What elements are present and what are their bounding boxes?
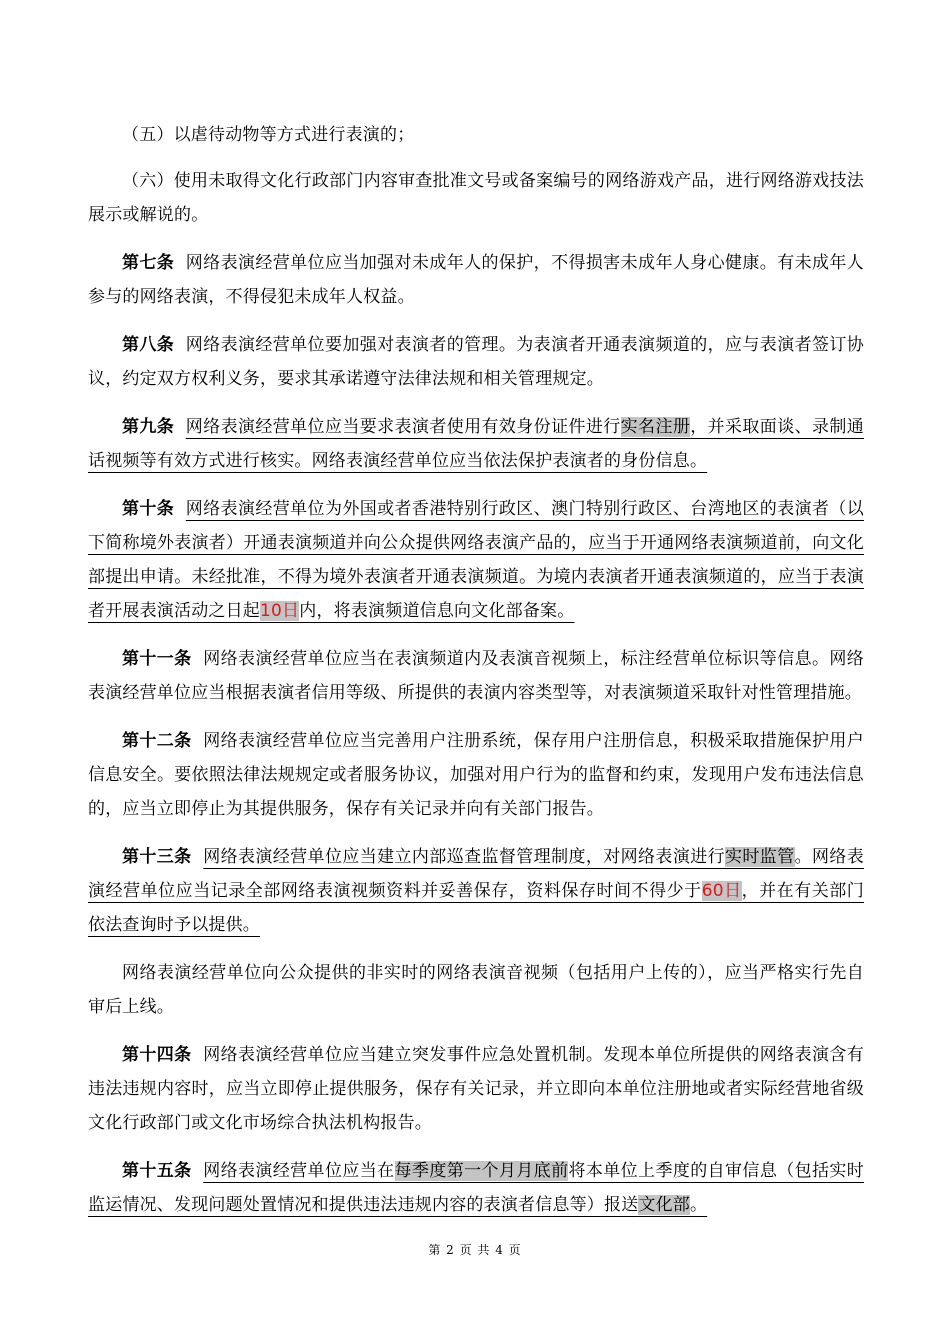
article-13-text-1: 网络表演经营单位应当建立内部巡查监督管理制度，对网络表演进行 bbox=[203, 847, 726, 867]
article-11-label: 第十一条 bbox=[122, 649, 192, 669]
article-10-label: 第十条 bbox=[122, 499, 175, 519]
article-13-body bbox=[88, 847, 864, 935]
highlight-real-time: 实时监管 bbox=[725, 847, 795, 867]
article-9-text-1: 网络表演经营单位应当要求表演者使用有效身份证件进行 bbox=[185, 417, 621, 437]
article-13-text-3: ，并在有关部门依法查询时予以提供。 bbox=[88, 881, 865, 935]
highlight-10-days bbox=[260, 601, 299, 621]
article-13-paragraph-2: 网络表演经营单位向公众提供的非实时的网络表演音视频（包括用户上传的），应当严格实行先自审后上线。 bbox=[88, 963, 864, 1017]
article-10 bbox=[88, 492, 864, 628]
article-10-text-1: 网络表演经营单位为外国或者香港特别行政区、澳门特别行政区、台湾地区的表演者（以下简称境外表演者）开通表演频道并向公众提供网络表演产品的，应当于开通网络表演频道前，向文化部提出申请。未经批准，不得为境外表演者开通表演频道。为境内表演者开通表演频道的，应当于表演者开展表演活动之日起 bbox=[88, 499, 864, 621]
article-9-body bbox=[88, 417, 864, 471]
article-15-text-1: 网络表演经营单位应当在 bbox=[203, 1161, 395, 1181]
article-14-label: 第十四条 bbox=[122, 1045, 192, 1065]
article-12 bbox=[88, 724, 864, 826]
retention-number: 60 bbox=[701, 881, 724, 901]
article-10-text-2: 内，将表演频道信息向文化部备案。 bbox=[299, 601, 575, 621]
article-8-text: 网络表演经营单位要加强对表演者的管理。为表演者开通表演频道的，应与表演者签订协议，约定双方权利义务，要求其承诺遵守法律法规和相关管理规定。 bbox=[88, 335, 864, 389]
clause-6: （六）使用未取得文化行政部门内容审查批准文号或备案编号的网络游戏产品，进行网络游戏技法展示或解说的。 bbox=[88, 171, 864, 225]
article-8-label: 第八条 bbox=[122, 335, 175, 355]
document-body bbox=[88, 118, 864, 1236]
days-number: 10 bbox=[260, 601, 283, 621]
article-11-text: 网络表演经营单位应当在表演频道内及表演音视频上，标注经营单位标识等信息。网络表演经营单位应当根据表演者信用等级、所提供的表演内容类型等，对表演频道采取针对性管理措施。 bbox=[88, 649, 864, 703]
highlight-ministry: 文化部 bbox=[638, 1195, 691, 1215]
article-15 bbox=[88, 1154, 864, 1222]
highlight-60-days bbox=[702, 881, 742, 901]
article-15-text-2: 将本单位上季度的自审信息（包括实时监运情况、发现问题处置情况和提供违法违规内容的表演者信息等）报送 bbox=[88, 1161, 864, 1215]
highlight-quarter-deadline: 每季度第一个月月底前 bbox=[394, 1161, 569, 1181]
article-7 bbox=[88, 246, 864, 314]
article-9 bbox=[88, 410, 864, 478]
retention-unit: 日 bbox=[723, 881, 742, 901]
article-13-label: 第十三条 bbox=[122, 847, 192, 867]
article-15-text-3: 。 bbox=[690, 1195, 708, 1215]
article-7-label: 第七条 bbox=[122, 253, 175, 273]
article-14 bbox=[88, 1038, 864, 1140]
article-15-label: 第十五条 bbox=[122, 1161, 192, 1181]
page-footer: 第 2 页 共 4 页 bbox=[428, 1243, 522, 1257]
article-12-text: 网络表演经营单位应当完善用户注册系统，保存用户注册信息，积极采取措施保护用户信息安全。要依照法律法规规定或者服务协议，加强对用户行为的监督和约束，发现用户发布违法信息的，应当立即停止为其提供服务，保存有关记录并向有关部门报告。 bbox=[88, 731, 864, 819]
article-9-text-2: ，并采取面谈、录制通话视频等有效方式进行核实。网络表演经营单位应当依法保护表演者的身份信息。 bbox=[88, 417, 864, 471]
article-11 bbox=[88, 642, 864, 710]
article-9-label: 第九条 bbox=[122, 417, 175, 437]
days-unit: 日 bbox=[282, 601, 300, 621]
article-8 bbox=[88, 328, 864, 396]
highlight-real-name: 实名注册 bbox=[620, 417, 691, 437]
article-7-text: 网络表演经营单位应当加强对未成年人的保护，不得损害未成年人身心健康。有未成年人参与的网络表演，不得侵犯未成年人权益。 bbox=[88, 253, 864, 307]
clause-5: （五）以虐待动物等方式进行表演的； bbox=[122, 125, 415, 145]
article-13-text-2: 。网络表演经营单位应当记录全部网络表演视频资料并妥善保存，资料保存时间不得少于 bbox=[88, 847, 864, 901]
article-14-text: 网络表演经营单位应当建立突发事件应急处置机制。发现本单位所提供的网络表演含有违法违规内容时，应当立即停止提供服务，保存有关记录，并立即向本单位注册地或者实际经营地省级文化行政部门或文化市场综合执法机构报告。 bbox=[88, 1045, 864, 1133]
article-15-body bbox=[88, 1161, 864, 1215]
article-12-label: 第十二条 bbox=[122, 731, 192, 751]
article-10-body bbox=[88, 499, 864, 621]
article-13 bbox=[88, 840, 864, 942]
